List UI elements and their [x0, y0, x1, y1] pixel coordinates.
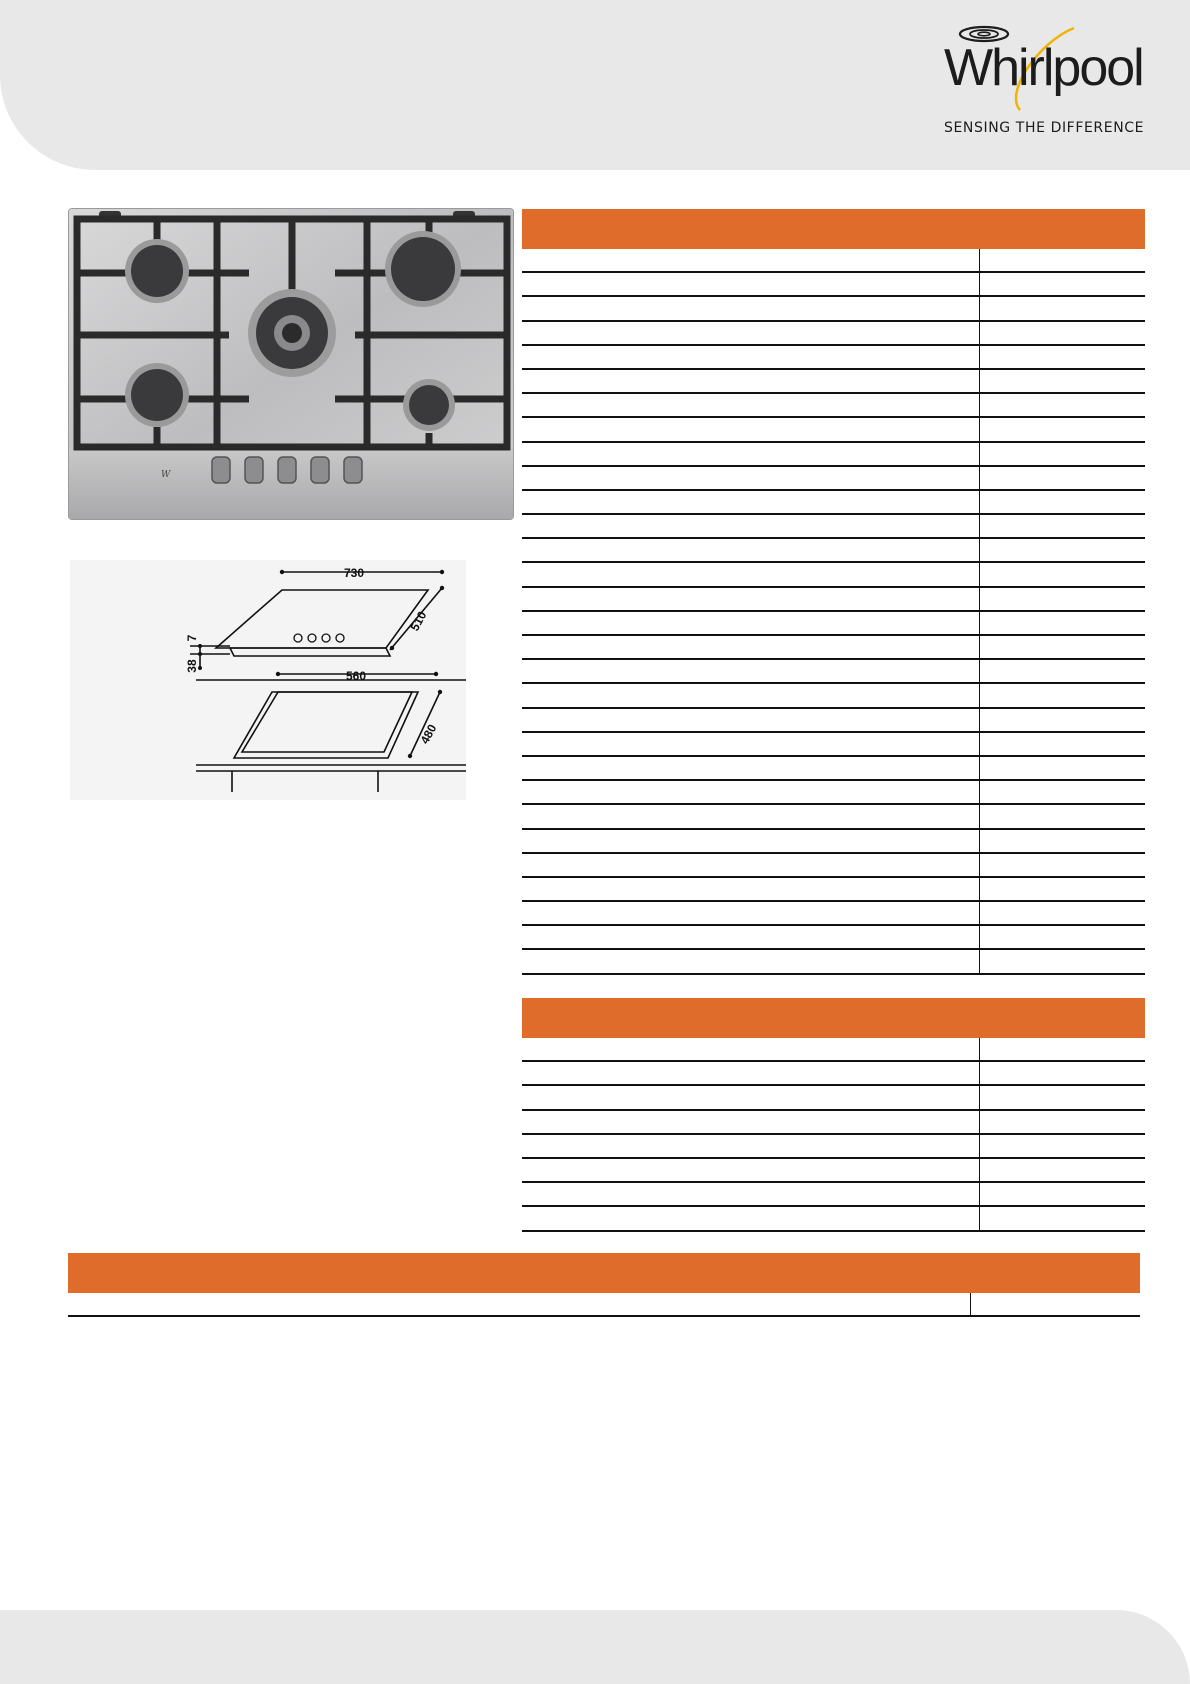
- spec-label-cell: [522, 273, 979, 295]
- spec-label-cell: [522, 926, 979, 948]
- spec-label-cell: [522, 515, 979, 537]
- dim-hob-height: 7: [185, 634, 199, 642]
- spec-row: [522, 709, 1145, 733]
- spec-row: [522, 297, 1145, 321]
- spec-value-cell: [979, 515, 1145, 537]
- spec-value-cell: [979, 394, 1145, 416]
- spec-value-cell: [979, 249, 1145, 271]
- spec-label-cell: [522, 636, 979, 658]
- spec-value-cell: [979, 370, 1145, 392]
- spec-label-cell: [522, 612, 979, 634]
- spec-value-cell: [979, 878, 1145, 900]
- brand-tagline: SENSING THE DIFFERENCE: [944, 120, 1145, 136]
- spec-value-cell: [979, 733, 1145, 755]
- spec-row: [522, 684, 1145, 708]
- spec-row: [522, 1207, 1145, 1231]
- spec-value-cell: [979, 684, 1145, 706]
- spec-row: [522, 273, 1145, 297]
- spec-row: [522, 1111, 1145, 1135]
- spec-value-cell: [970, 1293, 1140, 1315]
- dimension-drawing: [70, 560, 466, 800]
- dim-hob-depth: 510: [407, 608, 430, 634]
- spec-row: [522, 1159, 1145, 1183]
- spec-label-cell: [522, 950, 979, 972]
- product-photo: [68, 208, 514, 520]
- spec-label-cell: [522, 297, 979, 319]
- spec-row: [522, 322, 1145, 346]
- gas-hob-illustration: [69, 209, 514, 520]
- svg-text:W: W: [161, 470, 171, 480]
- spec-row: [522, 1183, 1145, 1207]
- spec-label-cell: [522, 830, 979, 852]
- footer-band: [0, 1610, 1190, 1684]
- spec-label-cell: [522, 394, 979, 416]
- spec-row: [522, 418, 1145, 442]
- spec-value-cell: [979, 1183, 1145, 1205]
- spec-table-secondary-rows: [522, 1038, 1145, 1232]
- spec-value-cell: [979, 1135, 1145, 1157]
- spec-row: [522, 757, 1145, 781]
- spec-label-cell: [522, 588, 979, 610]
- spec-label-cell: [522, 491, 979, 513]
- spec-value-cell: [979, 1207, 1145, 1229]
- brand-name: Whirlpool: [944, 39, 1143, 97]
- spec-value-cell: [979, 781, 1145, 803]
- spec-row: [522, 733, 1145, 757]
- spec-table-secondary: [522, 998, 1145, 1232]
- spec-value-cell: [979, 805, 1145, 827]
- spec-row: [522, 1038, 1145, 1062]
- spec-row: [522, 660, 1145, 684]
- spec-row: [522, 830, 1145, 854]
- spec-label-cell: [522, 733, 979, 755]
- spec-table-bottom-header: [68, 1253, 1140, 1293]
- spec-table-main-header: [522, 209, 1145, 249]
- spec-value-cell: [979, 1038, 1145, 1060]
- spec-row: [522, 1062, 1145, 1086]
- spec-value-cell: [979, 467, 1145, 489]
- spec-row: [522, 854, 1145, 878]
- spec-label-cell: [522, 370, 979, 392]
- spec-label-cell: [522, 322, 979, 344]
- dim-cutout-width: 560: [345, 669, 367, 683]
- spec-label-cell: [522, 539, 979, 561]
- spec-label-cell: [522, 418, 979, 440]
- spec-value-cell: [979, 443, 1145, 465]
- dim-hob-width: 730: [343, 566, 365, 580]
- spec-value-cell: [979, 1111, 1145, 1133]
- spec-row: [522, 1086, 1145, 1110]
- spec-label-cell: [522, 443, 979, 465]
- spec-row: [522, 563, 1145, 587]
- spec-label-cell: [522, 346, 979, 368]
- spec-value-cell: [979, 612, 1145, 634]
- spec-label-cell: [522, 1111, 979, 1133]
- spec-row: [522, 443, 1145, 467]
- spec-row: [522, 781, 1145, 805]
- spec-label-cell: [522, 709, 979, 731]
- spec-label-cell: [522, 467, 979, 489]
- spec-value-cell: [979, 757, 1145, 779]
- spec-value-cell: [979, 709, 1145, 731]
- spec-table-bottom-rows: [68, 1293, 1140, 1317]
- spec-label-cell: [522, 805, 979, 827]
- spec-value-cell: [979, 950, 1145, 972]
- spec-value-cell: [979, 346, 1145, 368]
- spec-row: [522, 878, 1145, 902]
- dim-cutout-depth: 480: [417, 721, 440, 747]
- spec-label-cell: [522, 1038, 979, 1060]
- dim-total-height: 38: [185, 659, 199, 673]
- spec-value-cell: [979, 1086, 1145, 1108]
- spec-label-cell: [522, 781, 979, 803]
- spec-row: [522, 1135, 1145, 1159]
- spec-value-cell: [979, 926, 1145, 948]
- spec-value-cell: [979, 902, 1145, 924]
- spec-label-cell: [522, 902, 979, 924]
- spec-row: [522, 636, 1145, 660]
- spec-table-main-rows: [522, 249, 1145, 975]
- spec-row: [522, 346, 1145, 370]
- spec-label-cell: [522, 1159, 979, 1181]
- spec-row: [522, 612, 1145, 636]
- spec-value-cell: [979, 322, 1145, 344]
- spec-row: [522, 950, 1145, 974]
- spec-label-cell: [522, 1207, 979, 1229]
- spec-value-cell: [979, 491, 1145, 513]
- spec-label-cell: [68, 1293, 970, 1315]
- spec-value-cell: [979, 588, 1145, 610]
- whirlpool-logo: [934, 22, 1160, 140]
- spec-label-cell: [522, 660, 979, 682]
- spec-label-cell: [522, 878, 979, 900]
- spec-label-cell: [522, 1183, 979, 1205]
- spec-value-cell: [979, 830, 1145, 852]
- spec-value-cell: [979, 418, 1145, 440]
- spec-row: [522, 926, 1145, 950]
- spec-row: [522, 249, 1145, 273]
- spec-table-main: [522, 209, 1145, 975]
- spec-row: [522, 370, 1145, 394]
- spec-label-cell: [522, 563, 979, 585]
- spec-value-cell: [979, 297, 1145, 319]
- spec-row: [522, 394, 1145, 418]
- spec-row: [522, 588, 1145, 612]
- spec-label-cell: [522, 1086, 979, 1108]
- spec-table-bottom: [68, 1253, 1140, 1317]
- spec-row: [522, 467, 1145, 491]
- spec-label-cell: [522, 684, 979, 706]
- installation-diagram: [70, 560, 466, 800]
- spec-value-cell: [979, 636, 1145, 658]
- spec-row: [522, 515, 1145, 539]
- spec-table-secondary-header: [522, 998, 1145, 1038]
- spec-value-cell: [979, 1159, 1145, 1181]
- spec-label-cell: [522, 854, 979, 876]
- spec-row: [522, 805, 1145, 829]
- spec-value-cell: [979, 563, 1145, 585]
- spec-value-cell: [979, 660, 1145, 682]
- spec-value-cell: [979, 1062, 1145, 1084]
- spec-label-cell: [522, 249, 979, 271]
- spec-value-cell: [979, 854, 1145, 876]
- spec-label-cell: [522, 1135, 979, 1157]
- spec-label-cell: [522, 1062, 979, 1084]
- spec-value-cell: [979, 273, 1145, 295]
- spec-label-cell: [522, 757, 979, 779]
- spec-row: [522, 491, 1145, 515]
- spec-row: [522, 539, 1145, 563]
- spec-row: [522, 902, 1145, 926]
- spec-value-cell: [979, 539, 1145, 561]
- spec-row: [68, 1293, 1140, 1317]
